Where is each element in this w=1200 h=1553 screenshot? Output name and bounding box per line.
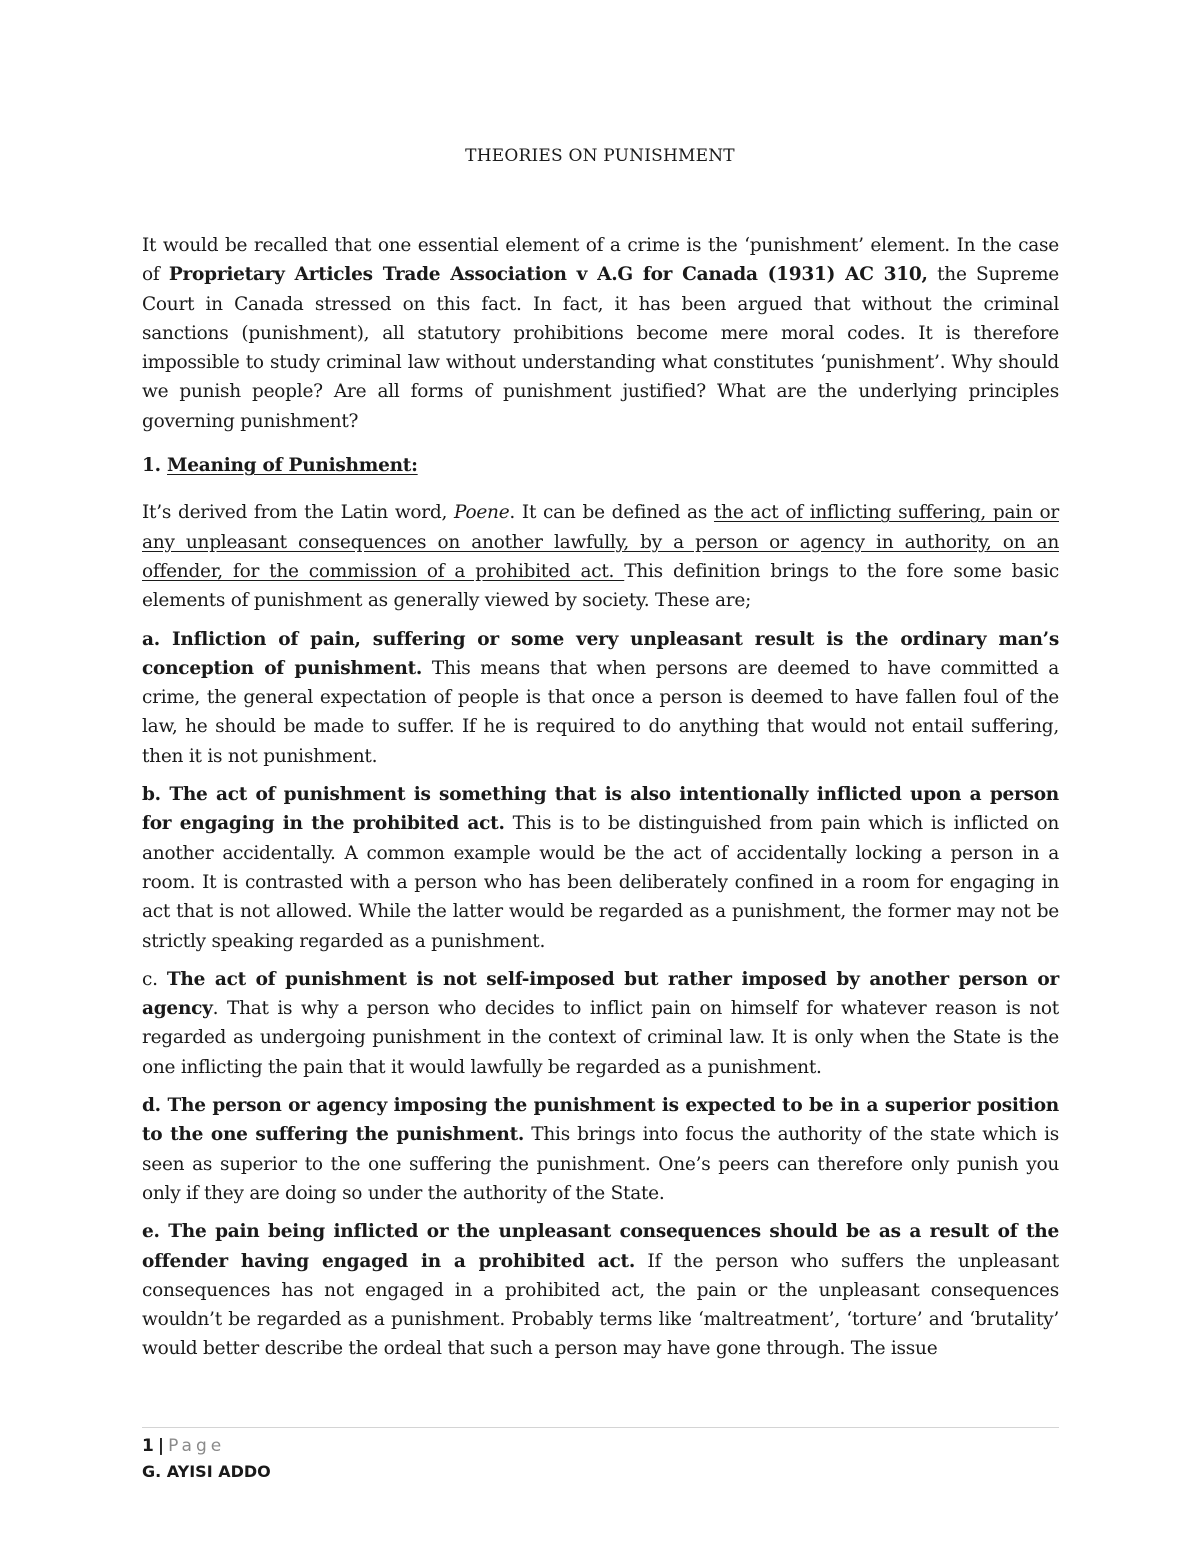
page-number: 1 xyxy=(142,1436,154,1456)
section-heading-meaning: 1. Meaning of Punishment: xyxy=(142,455,418,477)
element-item-a: a. Infliction of pain, suffering or some very unpleasant result is the ordinary man’s conception of punishment. This means that when persons are deemed to have committed a crime, the general expectation of people is that once a person is deemed to have fallen foul of the law, he should be made to suffer. If he is required to do anything that would not entail suffering, then it is not punishment. xyxy=(142,628,1059,767)
footer-divider xyxy=(142,1427,1059,1428)
document-body xyxy=(142,231,1059,1373)
footer-author: G. AYISI ADDO xyxy=(142,1462,271,1481)
element-item-c: c. The act of punishment is not self-imposed but rather imposed by another person or agency. That is why a person who decides to inflict pain on himself for whatever reason is not regarded as undergoing punishment in the context of criminal law. It is only when the State is the one inflicting the pain that it would lawfully be regarded as a punishment. xyxy=(142,968,1060,1078)
case-citation: Proprietary Articles Trade Association v A.G for Canada (1931) AC 310, xyxy=(168,264,928,286)
definition-paragraph: It’s derived from the Latin word, Poene. It can be defined as the act of inflicting suffering, pain or any unpleasant consequences on another lawfully, by a person or agency in authority, on an offender, for the commission of a prohibited act. This definition brings to the fore some basic elements of punishment as generally viewed by society. These are; xyxy=(142,502,1059,612)
page-separator: | xyxy=(157,1436,165,1456)
element-item-e: e. The pain being inflicted or the unpleasant consequences should be as a result of the offender having engaged in a prohibited act. If the person who suffers the unpleasant consequences has not engaged in a prohibited act, the pain or the unpleasant consequences wouldn’t be regarded as a punishment. Probably terms like ‘maltreatment’, ‘torture’ and ‘brutality’ would better describe the ordeal that such a person may have gone through. The issue xyxy=(142,1221,1060,1360)
page-label: Page xyxy=(168,1436,226,1456)
definition-underlined: the act of inflicting suffering, pain or any unpleasant consequences on another lawfully, by a person or agency in authority, on an offender, for the commission of a prohibited act. xyxy=(142,502,1059,582)
page-footer xyxy=(142,1433,271,1485)
page-number-line xyxy=(142,1433,271,1459)
intro-paragraph: It would be recalled that one essential element of a crime is the ‘punishment’ element. In the case of Proprietary Articles Trade Association v A.G for Canada (1931) AC 310, the Supreme Court in Canada stressed on this fact. In fact, it has been argued that without the criminal sanctions (punishment), all statutory prohibitions become mere moral codes. It is therefore impossible to study criminal law without understanding what constitutes ‘punishment’. Why should we punish people? Are all forms of punishment justified? What are the underlying principles governing punishment? xyxy=(142,235,1059,432)
element-item-d: d. The person or agency imposing the punishment is expected to be in a superior position to the one suffering the punishment. This brings into focus the authority of the state which is seen as superior to the one suffering the punishment. One’s peers can therefore only punish you only if they are doing so under the authority of the State. xyxy=(142,1095,1060,1204)
latin-word: Poene xyxy=(454,502,510,524)
document-title: THEORIES ON PUNISHMENT xyxy=(465,146,735,166)
element-item-b: b. The act of punishment is something that is also intentionally inflicted upon a person for engaging in the prohibited act. This is to be distinguished from pain which is inflicted on another accidentally. A common example would be the act of accidentally locking a person in a room. It is contrasted with a person who has been deliberately confined in a room for engaging in act that is not allowed. While the latter would be regarded as a punishment, the former may not be strictly speaking regarded as a punishment. xyxy=(142,784,1060,952)
